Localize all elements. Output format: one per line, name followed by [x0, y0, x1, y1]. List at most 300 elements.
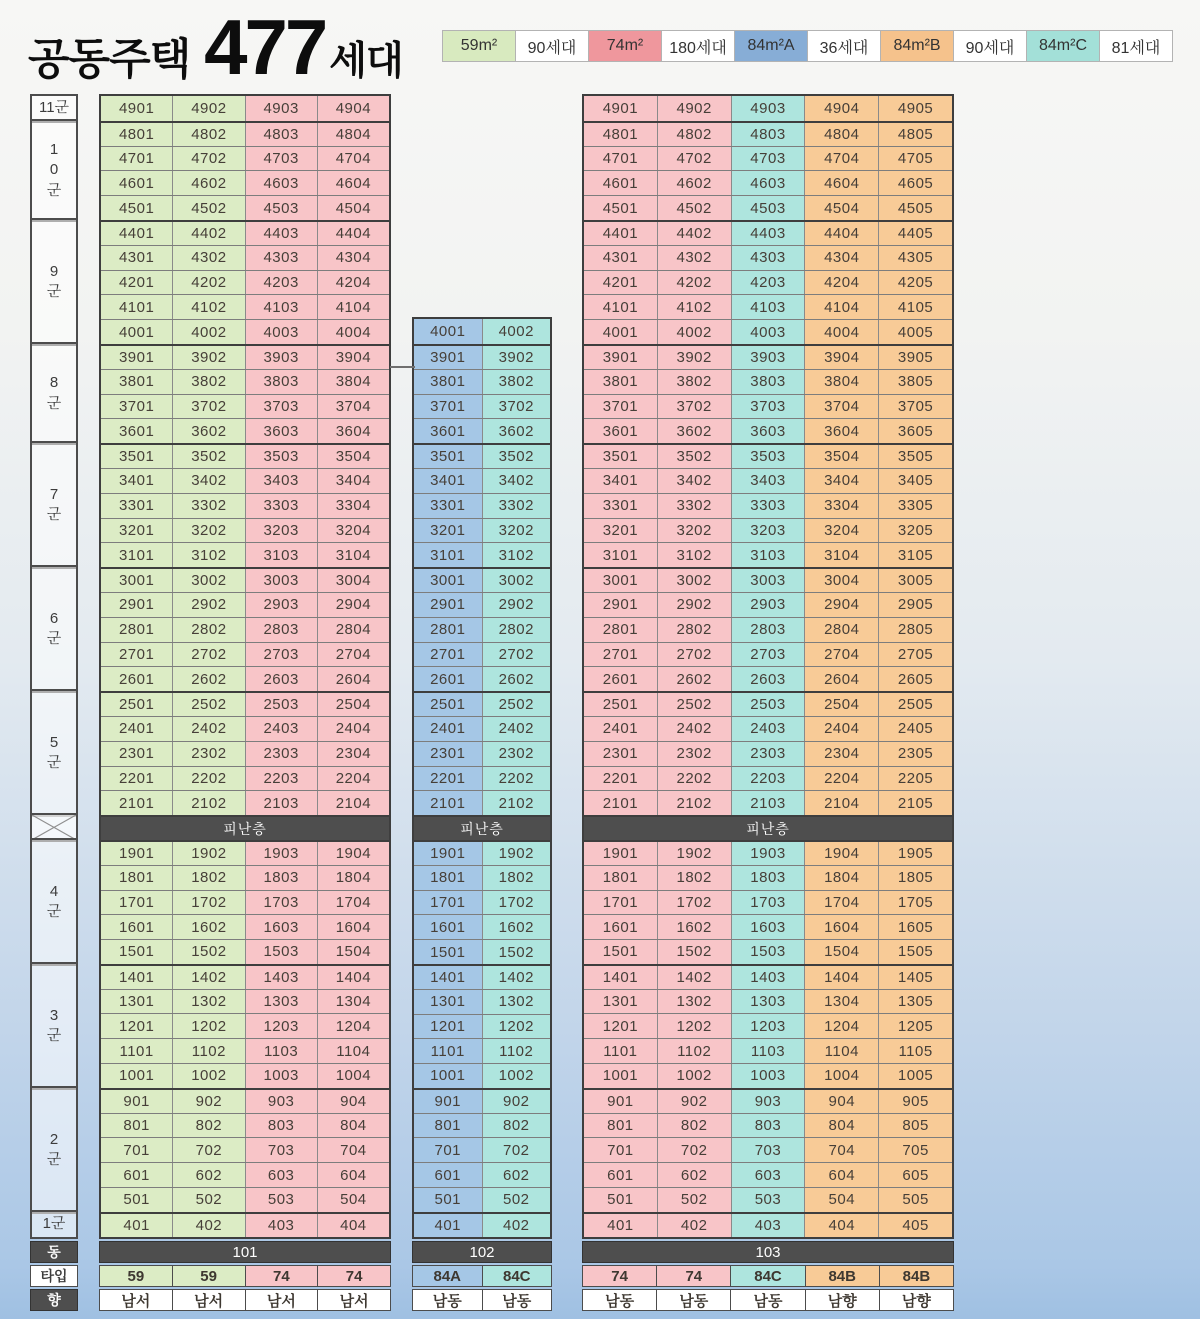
- unit-cell: 4202: [172, 271, 244, 295]
- unit-cell: 703: [731, 1138, 805, 1162]
- type-cell: 84C: [482, 1266, 552, 1286]
- unit-cell: 3802: [482, 370, 551, 394]
- unit-cell: 2202: [172, 767, 244, 791]
- floor-row: [101, 394, 389, 419]
- unit-cell: 1905: [878, 842, 952, 865]
- unit-cell: 2405: [878, 717, 952, 741]
- unit-cell: 3603: [731, 419, 805, 443]
- unit-cell: 4602: [657, 171, 731, 195]
- unit-cell: 3501: [414, 445, 482, 468]
- unit-cell: 802: [482, 1114, 551, 1138]
- unit-cell: 2105: [878, 791, 952, 815]
- unit-cell: 1901: [584, 842, 657, 865]
- unit-cell: 2902: [172, 593, 244, 617]
- unit-cell: 1001: [101, 1064, 172, 1088]
- unit-cell: 2504: [804, 693, 878, 716]
- floor-row: [584, 443, 952, 468]
- floor-group-label-11군: 11군: [30, 94, 78, 123]
- unit-cell: 4702: [657, 147, 731, 171]
- unit-cell: 501: [584, 1188, 657, 1212]
- unit-cell: 1502: [172, 940, 244, 964]
- unit-cell: 1503: [731, 940, 805, 964]
- unit-cell: 1504: [317, 940, 389, 964]
- unit-cell: 3102: [482, 543, 551, 567]
- group-label-char: 5: [49, 733, 59, 751]
- unit-cell: 2203: [245, 767, 317, 791]
- unit-cell: 4703: [731, 147, 805, 171]
- unit-cell: 2702: [482, 643, 551, 667]
- group-label-char: 8: [49, 374, 59, 392]
- floor-row: [101, 418, 389, 443]
- group-label-char: 0: [49, 161, 59, 179]
- unit-cell: 702: [482, 1138, 551, 1162]
- floor-row: [584, 716, 952, 741]
- unit-cell: 2803: [245, 618, 317, 642]
- floor-row: [584, 666, 952, 691]
- unit-cell: 1303: [731, 990, 805, 1014]
- unit-cell: 1801: [584, 866, 657, 890]
- title-household-count: 477: [204, 3, 326, 91]
- unit-cell: 801: [584, 1114, 657, 1138]
- unit-cell: 1601: [584, 915, 657, 939]
- floor-row: [414, 691, 550, 716]
- unit-cell: 1101: [101, 1039, 172, 1063]
- legend-count-cell: 90세대: [953, 30, 1027, 62]
- unit-cell: 2101: [414, 791, 482, 815]
- floor-row: [584, 195, 952, 220]
- unit-cell: 4301: [584, 246, 657, 270]
- direction-cell: 남향: [805, 1290, 879, 1310]
- type-cell: 74: [583, 1266, 656, 1286]
- unit-cell: 2401: [414, 717, 482, 741]
- floor-row: [101, 1088, 389, 1113]
- unit-cell: 4402: [657, 222, 731, 245]
- floor-group-label-2군: [30, 1086, 78, 1214]
- unit-cell: 903: [731, 1090, 805, 1113]
- unit-cell: 1904: [804, 842, 878, 865]
- unit-cell: 1103: [731, 1039, 805, 1063]
- unit-cell: 3502: [657, 445, 731, 468]
- unit-cell: 1503: [245, 940, 317, 964]
- unit-cell: 3402: [657, 469, 731, 493]
- unit-cell: 601: [584, 1163, 657, 1187]
- unit-cell: 1401: [101, 966, 172, 989]
- floor-row: [584, 344, 952, 369]
- unit-cell: 4405: [878, 222, 952, 245]
- unit-cell: 3901: [101, 346, 172, 369]
- unit-cell: 2201: [101, 767, 172, 791]
- unit-cell: 4403: [245, 222, 317, 245]
- floor-row: [101, 170, 389, 195]
- unit-cell: 3902: [172, 346, 244, 369]
- unit-cell: 3303: [731, 494, 805, 518]
- unit-cell: 3403: [245, 469, 317, 493]
- unit-cell: 3202: [482, 519, 551, 543]
- type-cell: 84B: [805, 1266, 879, 1286]
- unit-cell: 804: [804, 1114, 878, 1138]
- unit-cell: 2702: [172, 643, 244, 667]
- unit-cell: 3805: [878, 370, 952, 394]
- unit-cell: 4004: [804, 320, 878, 344]
- floor-row: [414, 542, 550, 567]
- unit-cell: 3103: [245, 543, 317, 567]
- type-cell: 59: [172, 1266, 245, 1286]
- unit-cell: 3302: [172, 494, 244, 518]
- unit-cell: 1401: [414, 966, 482, 989]
- floor-row: [101, 1038, 389, 1063]
- unit-cell: 3401: [584, 469, 657, 493]
- unit-cell: 3001: [101, 569, 172, 592]
- unit-cell: 1901: [101, 842, 172, 865]
- floor-group-label-4군: [30, 838, 78, 966]
- floor-group-label-9군: [30, 218, 78, 346]
- floor-row: [584, 642, 952, 667]
- unit-cell: 502: [172, 1188, 244, 1212]
- direction-cell: 남서: [317, 1290, 390, 1310]
- unit-cell: 1402: [482, 966, 551, 989]
- unit-cell: 1505: [878, 940, 952, 964]
- floor-row: [584, 964, 952, 989]
- floor-row: [101, 1113, 389, 1138]
- unit-cell: 2905: [878, 593, 952, 617]
- direction-cell: 남서: [121, 1292, 151, 1310]
- unit-cell: 4203: [731, 271, 805, 295]
- unit-cell: 2101: [584, 791, 657, 815]
- unit-cell: 3701: [414, 395, 482, 419]
- unit-cell: 4803: [731, 123, 805, 146]
- floor-row: [414, 766, 550, 791]
- unit-cell: 3702: [657, 395, 731, 419]
- unit-cell: 3904: [804, 346, 878, 369]
- unit-cell: 403: [245, 1214, 317, 1237]
- unit-cell: 3003: [731, 569, 805, 592]
- floor-row: [584, 369, 952, 394]
- unit-cell: 3901: [584, 346, 657, 369]
- connector-line: [390, 366, 415, 368]
- unit-cell: 3503: [731, 445, 805, 468]
- floor-row: [584, 146, 952, 171]
- floor-row: [101, 1137, 389, 1162]
- unit-cell: 4103: [245, 295, 317, 319]
- unit-cell: 902: [657, 1090, 731, 1113]
- unit-cell: 3603: [245, 419, 317, 443]
- floor-group-label-3군: [30, 962, 78, 1090]
- unit-type-row: [412, 1265, 552, 1287]
- floor-row: [101, 617, 389, 642]
- unit-cell: 2501: [584, 693, 657, 716]
- unit-cell: 1301: [101, 990, 172, 1014]
- unit-cell: 2804: [804, 618, 878, 642]
- unit-cell: 2102: [172, 791, 244, 815]
- unit-cell: 2404: [317, 717, 389, 741]
- unit-cell: 1404: [804, 966, 878, 989]
- unit-cell: 3301: [414, 494, 482, 518]
- sidebar-row-label-동: 동: [30, 1241, 78, 1263]
- floor-row: [101, 121, 389, 146]
- floor-row: [101, 468, 389, 493]
- unit-cell: 3702: [172, 395, 244, 419]
- unit-cell: 1602: [172, 915, 244, 939]
- direction-cell: 남동: [432, 1292, 462, 1310]
- unit-cell: 605: [878, 1163, 952, 1187]
- unit-cell: 2704: [317, 643, 389, 667]
- unit-cell: 4602: [172, 171, 244, 195]
- unit-cell: 1604: [804, 915, 878, 939]
- unit-cell: 604: [317, 1163, 389, 1187]
- floor-row: [584, 1212, 952, 1237]
- floor-row: [101, 989, 389, 1014]
- floor-row: [101, 270, 389, 295]
- unit-cell: 903: [245, 1090, 317, 1113]
- floor-row: [584, 170, 952, 195]
- unit-cell: 2601: [584, 667, 657, 691]
- floor-row: [101, 567, 389, 592]
- unit-cell: 4804: [317, 123, 389, 146]
- floor-group-label-10군: [30, 119, 78, 222]
- floor-row: [584, 468, 952, 493]
- unit-cell: 1101: [584, 1039, 657, 1063]
- unit-cell: 4902: [172, 96, 244, 121]
- unit-cell: 1703: [245, 891, 317, 915]
- unit-cell: 3304: [317, 494, 389, 518]
- floor-row: [584, 1187, 952, 1212]
- unit-cell: 4604: [804, 171, 878, 195]
- unit-cell: 803: [731, 1114, 805, 1138]
- building-102-grid: [412, 317, 552, 1238]
- unit-cell: 4801: [101, 123, 172, 146]
- unit-cell: 1702: [657, 891, 731, 915]
- unit-cell: 3705: [878, 395, 952, 419]
- floor-row: [584, 1013, 952, 1038]
- unit-cell: 2705: [878, 643, 952, 667]
- unit-cell: 1204: [804, 1014, 878, 1038]
- unit-cell: 705: [878, 1138, 952, 1162]
- unit-cell: 702: [172, 1138, 244, 1162]
- unit-cell: 4801: [584, 123, 657, 146]
- group-label-char: 군: [46, 630, 62, 648]
- floor-row: [101, 964, 389, 989]
- unit-cell: 3703: [731, 395, 805, 419]
- direction-row: [412, 1289, 552, 1311]
- unit-cell: 3301: [101, 494, 172, 518]
- x-mark-icon: [32, 815, 76, 840]
- unit-cell: 1603: [245, 915, 317, 939]
- unit-cell: 3701: [101, 395, 172, 419]
- type-cell: 84A: [413, 1266, 482, 1286]
- unit-cell: 1904: [317, 842, 389, 865]
- direction-cell: 남향: [879, 1290, 953, 1310]
- unit-cell: 3602: [172, 419, 244, 443]
- type-cell: 74: [245, 1266, 318, 1286]
- unit-cell: 2104: [317, 791, 389, 815]
- building-number-bar: 103: [582, 1241, 954, 1263]
- floor-row: [584, 691, 952, 716]
- unit-cell: 4604: [317, 171, 389, 195]
- unit-cell: 3302: [657, 494, 731, 518]
- unit-cell: 4404: [804, 222, 878, 245]
- unit-cell: 4304: [804, 246, 878, 270]
- unit-cell: 901: [584, 1090, 657, 1113]
- floor-row: [584, 1088, 952, 1113]
- unit-cell: 2601: [101, 667, 172, 691]
- unit-cell: 4802: [172, 123, 244, 146]
- unit-cell: 3302: [482, 494, 551, 518]
- unit-cell: 2505: [878, 693, 952, 716]
- unit-cell: 2503: [245, 693, 317, 716]
- unit-cell: 1202: [172, 1014, 244, 1038]
- unit-cell: 703: [245, 1138, 317, 1162]
- group-label-char: 3: [49, 1006, 59, 1024]
- unit-cell: 3602: [482, 419, 551, 443]
- legend-count-cell: 81세대: [1099, 30, 1173, 62]
- floor-row: [101, 1063, 389, 1088]
- unit-cell: 4002: [657, 320, 731, 344]
- floor-row: [584, 394, 952, 419]
- unit-cell: 3201: [101, 519, 172, 543]
- floor-row: [584, 493, 952, 518]
- unit-cell: 3304: [804, 494, 878, 518]
- type-cell: 74: [317, 1266, 390, 1286]
- unit-cell: 1705: [878, 891, 952, 915]
- unit-cell: 503: [245, 1188, 317, 1212]
- unit-cell: 1104: [804, 1039, 878, 1063]
- unit-cell: 501: [414, 1188, 482, 1212]
- unit-cell: 2203: [731, 767, 805, 791]
- unit-cell: 602: [172, 1163, 244, 1187]
- unit-cell: 502: [482, 1188, 551, 1212]
- unit-cell: 1802: [482, 866, 551, 890]
- unit-cell: 2801: [101, 618, 172, 642]
- unit-cell: 1205: [878, 1014, 952, 1038]
- unit-cell: 601: [414, 1163, 482, 1187]
- unit-cell: 2904: [317, 593, 389, 617]
- sidebar-row-label-향: 향: [30, 1289, 78, 1311]
- unit-cell: 503: [731, 1188, 805, 1212]
- unit-cell: 802: [172, 1114, 244, 1138]
- group-label-char: 1: [49, 141, 59, 159]
- unit-cell: 702: [657, 1138, 731, 1162]
- unit-cell: 3702: [482, 395, 551, 419]
- unit-cell: 4201: [584, 271, 657, 295]
- unit-cell: 4002: [172, 320, 244, 344]
- unit-cell: 2902: [657, 593, 731, 617]
- unit-cell: 4104: [804, 295, 878, 319]
- unit-cell: 1301: [414, 990, 482, 1014]
- unit-cell: 1102: [657, 1039, 731, 1063]
- unit-cell: 3005: [878, 569, 952, 592]
- unit-cell: 4701: [101, 147, 172, 171]
- group-label-char: 7: [49, 485, 59, 503]
- unit-cell: 4102: [172, 295, 244, 319]
- floor-row: [414, 1113, 550, 1138]
- unit-cell: 1701: [414, 891, 482, 915]
- unit-cell: 1003: [245, 1064, 317, 1088]
- unit-cell: 2302: [657, 742, 731, 766]
- unit-cell: 3101: [584, 543, 657, 567]
- unit-cell: 4901: [101, 96, 172, 121]
- unit-cell: 2701: [414, 643, 482, 667]
- unit-cell: 2201: [584, 767, 657, 791]
- legend-type-cell: 84m²B: [880, 30, 954, 62]
- page-title: [28, 2, 403, 93]
- unit-cell: 4901: [584, 96, 657, 121]
- floor-row: [414, 1063, 550, 1088]
- floor-row: [584, 96, 952, 121]
- unit-cell: 1101: [414, 1039, 482, 1063]
- floor-row: [414, 1187, 550, 1212]
- unit-cell: 4805: [878, 123, 952, 146]
- unit-cell: 1502: [657, 940, 731, 964]
- unit-cell: 2701: [101, 643, 172, 667]
- direction-cell: 남동: [605, 1292, 635, 1310]
- unit-cell: 1701: [584, 891, 657, 915]
- unit-cell: 1804: [804, 866, 878, 890]
- unit-cell: 3204: [317, 519, 389, 543]
- floor-row: [101, 443, 389, 468]
- unit-cell: 401: [414, 1214, 482, 1237]
- unit-cell: 3203: [245, 519, 317, 543]
- unit-cell: 2202: [482, 767, 551, 791]
- unit-cell: 4704: [804, 147, 878, 171]
- floor-row: [414, 369, 550, 394]
- unit-cell: 504: [804, 1188, 878, 1212]
- unit-cell: 502: [657, 1188, 731, 1212]
- floor-row: [414, 1137, 550, 1162]
- unit-cell: 3801: [584, 370, 657, 394]
- floor-row: [101, 146, 389, 171]
- legend-count-cell: 90세대: [515, 30, 589, 62]
- unit-cell: 3002: [657, 569, 731, 592]
- legend-count-cell: 36세대: [807, 30, 881, 62]
- unit-cell: 1102: [172, 1039, 244, 1063]
- unit-cell: 902: [172, 1090, 244, 1113]
- unit-cell: 2801: [584, 618, 657, 642]
- unit-cell: 901: [101, 1090, 172, 1113]
- floor-row: [584, 1162, 952, 1187]
- unit-cell: 4204: [804, 271, 878, 295]
- unit-cell: 3904: [317, 346, 389, 369]
- unit-cell: 3401: [414, 469, 482, 493]
- unit-cell: 3305: [878, 494, 952, 518]
- unit-cell: 1304: [804, 990, 878, 1014]
- building-number-bar: 102: [412, 1241, 552, 1263]
- unit-cell: 805: [878, 1114, 952, 1138]
- unit-cell: 2301: [414, 742, 482, 766]
- unit-cell: 1902: [172, 842, 244, 865]
- unit-cell: 1903: [731, 842, 805, 865]
- unit-cell: 1902: [657, 842, 731, 865]
- floor-row: [101, 840, 389, 865]
- unit-cell: 3503: [245, 445, 317, 468]
- unit-cell: 1704: [317, 891, 389, 915]
- unit-cell: 4204: [317, 271, 389, 295]
- floor-row: [101, 666, 389, 691]
- floor-row: [414, 865, 550, 890]
- floor-row: [584, 1113, 952, 1138]
- unit-cell: 4104: [317, 295, 389, 319]
- floor-row: [101, 914, 389, 939]
- unit-cell: 1902: [482, 842, 551, 865]
- unit-cell: 1002: [482, 1064, 551, 1088]
- unit-cell: 2401: [101, 717, 172, 741]
- floor-row: [584, 890, 952, 915]
- unit-cell: 2604: [804, 667, 878, 691]
- unit-cell: 2801: [414, 618, 482, 642]
- unit-cell: 3002: [482, 569, 551, 592]
- unit-cell: 4903: [731, 96, 805, 121]
- unit-cell: 801: [101, 1114, 172, 1138]
- unit-cell: 801: [414, 1114, 482, 1138]
